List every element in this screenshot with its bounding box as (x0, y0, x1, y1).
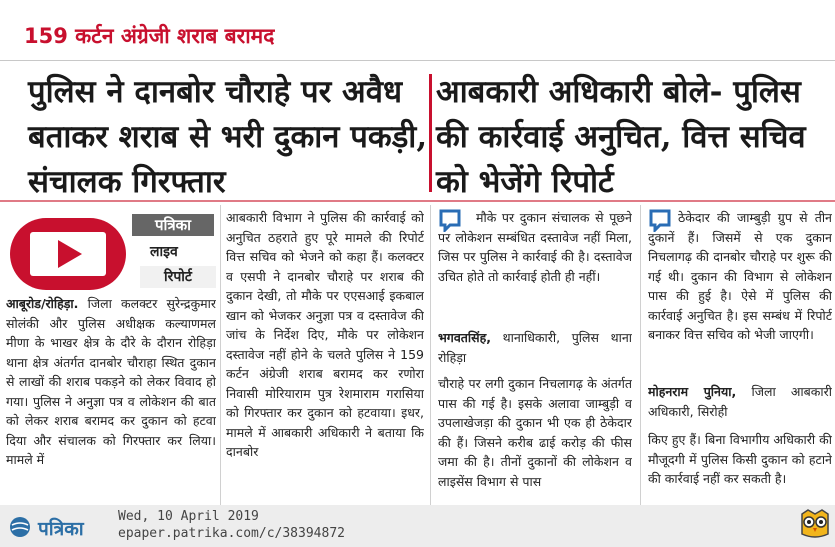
article-column-2 (226, 208, 424, 504)
excise-byline (648, 382, 832, 424)
excise-officer-role: जिला आबकारी अधिकारी, सिरोही (648, 384, 832, 419)
owl-icon (798, 508, 832, 540)
badge-report-label: रिपोर्ट (140, 266, 216, 288)
article-column-1 (6, 294, 216, 504)
edition-url[interactable]: epaper.patrika.com/c/38394872 (118, 526, 345, 541)
headline-right: आबकारी अधिकारी बोले- पुलिस की कार्रवाई अनुचित, वित्त सचिव को भेजेंगे रिपोर्ट (436, 74, 806, 200)
kicker-headline: 159 कर्टन अंग्रेजी शराब बरामद (24, 24, 275, 48)
police-officer-name: भगवतसिंह, (438, 330, 491, 345)
police-officer-role: थानाधिकारी, पुलिस थाना रोहिड़ा (438, 330, 632, 365)
badge-live-label: लाइव (150, 244, 178, 260)
column-3-body: चौराहे पर लगी दुकान निचलागढ़ के अंतर्गत पास की गई है। इसके अलावा जाम्बुड़ी व उपलाखेजड़ा की दुकान भी एक ही ठेकेदार की हैं। जिसने करीब ढाई करोड़ की फीस जमा की है। तीनों दुकानों की लोकेशन व लाइसेंस विभाग से पास (438, 376, 632, 489)
column-2-body: आबकारी विभाग ने पुलिस की कार्रवाई को अनुचित ठहराते हुए पूरे मामले की रिपोर्ट वित्त सचिव को भेजने को कहा हैं। कलक्टर व एसपी ने दानबोर चौराहे पर शराब की दुकान देखी, तो मौके पर एएसआई इकबाल खान को भेजकर अनुज्ञा पत्र व दस्तावेज की जांच के निर्देश दिए, मौके पर लोकेशन दस्तावेज नहीं होने के चलते पुलिस ने 159 कर्टन अंग्रेजी शराब बरामद कर रणोरा निवासी मोरियाराम पुत्र रेशमाराम गरासिया को गिरफ्तार कर दुकान को हटवाया। इधर, मामले में आबकारी अधिकारी ने बताया कि दानबोर (226, 210, 424, 459)
badge-brand: पत्रिका (132, 214, 214, 236)
footer-logo-text: पत्रिका (38, 518, 84, 540)
article-column-4 (648, 430, 832, 504)
edition-date: Wed, 10 April 2019 (118, 509, 259, 524)
dateline: आबूरोड/रोहिड़ा. (6, 296, 79, 311)
article-column-3 (438, 374, 632, 504)
column-separator (430, 205, 431, 505)
excise-officer-name: मोहनराम पुनिया, (648, 384, 737, 399)
kicker-divider (0, 60, 835, 61)
headline-left: पुलिस ने दानबोर चौराहे पर अवैध बताकर शराब से भरी दुकान पकड़ी, संचालक गिरफ्तार (28, 74, 428, 200)
column-1-body: जिला कलक्टर सुरेन्द्रकुमार सोलंकी और पुलिस अधीक्षक कल्याणमल मीणा के भाखर क्षेत्र के दौरे के दौरान रोहिड़ा थाना क्षेत्र अंतर्गत दानबोर चौराहा स्थित दुकान से लाखों की शराब पकड़ने को लेकर विवाद हो गया। पुलिस ने अनुज्ञा पत्र व लोकेशन की बात को लेकर शराब बरामद कर दुकान को हटवा दिया और संचालक को गिरफ्तार कर लिया। मामले में (6, 296, 216, 467)
patrika-logo[interactable] (8, 511, 118, 541)
police-quote: मौके पर दुकान संचालक से पूछने पर लोकेशन सम्बंधित दस्तावेज नहीं मिला, जिस पर पुलिस ने कार्रवाई की है। दस्तावेज उचित होते तो कार्रवाई होती ही नहीं। (438, 210, 632, 284)
excise-quote: ठेकेदार की जाम्बुड़ी ग्रुप से तीन दुकानें हैं। जिसमें से एक दुकान निचलागढ़ की दानबोर चौराहे पर शुरू की गई थी। दुकान की विभाग से लोकेशन पास की हुई है। ऐसे में पुलिस की कार्रवाई अनुचित है। इस सम्बंध में रिपोर्ट बनाकर वित्त सचिव को भेजी जाएगी। (648, 210, 832, 342)
column-separator (640, 205, 641, 505)
play-video-icon[interactable] (8, 216, 128, 292)
headline-rule (0, 200, 835, 202)
quote-box-excise (648, 208, 832, 378)
globe-icon (8, 515, 32, 539)
footer-bar (0, 505, 835, 547)
column-4-body: किए हुए हैं। बिना विभागीय अधिकारी की मौजूदगी में पुलिस किसी दुकान को हटाने की कार्रवाई नहीं कर सकती है। (648, 432, 832, 486)
headline-divider (429, 74, 432, 192)
quote-box-police (438, 208, 632, 326)
live-report-video-badge[interactable] (0, 208, 220, 293)
column-separator (220, 205, 221, 505)
police-byline (438, 328, 632, 370)
